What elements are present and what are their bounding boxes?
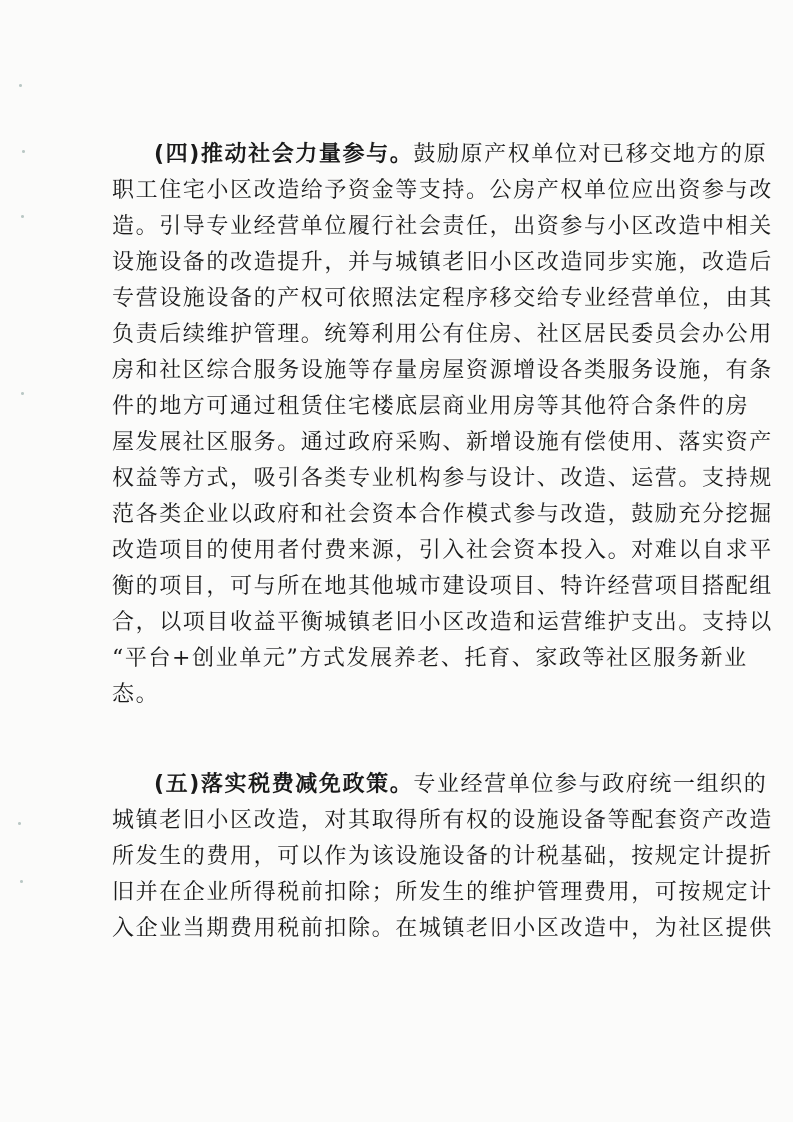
paragraph-line: 造。引导专业经营单位履行社会责任，出资参与小区改造中相关 bbox=[112, 214, 773, 239]
paragraph-line: 设施设备的改造提升，并与城镇老旧小区改造同步实施，改造后 bbox=[112, 250, 773, 275]
section-heading: (四)推动社会力量参与。 bbox=[154, 142, 414, 167]
paragraph-line: 专营设施设备的产权可依照法定程序移交给专业经营单位，由其 bbox=[112, 286, 773, 311]
scan-speck bbox=[22, 150, 25, 153]
paragraph-line: 态。 bbox=[112, 682, 160, 707]
paragraph-line: 屋发展社区服务。通过政府采购、新增设施有偿使用、落实资产 bbox=[112, 430, 773, 455]
paragraph-line: 权益等方式，吸引各类专业机构参与设计、改造、运营。支持规 bbox=[112, 466, 773, 491]
paragraph-line: 职工住宅小区改造给予资金等支持。公房产权单位应出资参与改 bbox=[112, 178, 773, 203]
paragraph-line bbox=[154, 767, 768, 803]
paragraph-line: 旧并在企业所得税前扣除；所发生的维护管理费用，可按规定计 bbox=[112, 880, 773, 905]
scan-speck bbox=[18, 822, 21, 825]
paragraph-line: 衡的项目，可与所在地其他城市建设项目、特许经营项目搭配组 bbox=[112, 574, 773, 599]
paragraph-line: 负责后续维护管理。统筹利用公有住房、社区居民委员会办公用 bbox=[112, 322, 773, 347]
paragraph-line: 合，以项目收益平衡城镇老旧小区改造和运营维护支出。支持以 bbox=[112, 610, 773, 635]
paragraph-line bbox=[112, 713, 693, 749]
paragraph-line: 件的地方可通过租赁住宅楼底层商业用房等其他符合条件的房 bbox=[112, 394, 750, 419]
scan-speck bbox=[19, 84, 22, 87]
section-heading: (五)落实税费减免政策。 bbox=[154, 772, 414, 797]
scan-speck bbox=[21, 215, 24, 218]
paragraph-line: 房和社区综合服务设施等存量房屋资源增设各类服务设施，有条 bbox=[112, 358, 773, 383]
scan-speck bbox=[20, 880, 23, 883]
paragraph-line: 改造项目的使用者付费来源，引入社会资本投入。对难以自求平 bbox=[112, 538, 773, 563]
scan-speck bbox=[21, 392, 24, 395]
paragraph-line: 所发生的费用，可以作为该设施设备的计税基础，按规定计提折 bbox=[112, 844, 773, 869]
paragraph-line: 城镇老旧小区改造，对其取得所有权的设施设备等配套资产改造 bbox=[112, 808, 773, 833]
paragraph-line: 入企业当期费用税前扣除。在城镇老旧小区改造中，为社区提供 bbox=[112, 916, 773, 941]
paragraph-text: 鼓励原产权单位对已移交地方的原 bbox=[413, 142, 768, 167]
paragraph-line: “平台+创业单元”方式发展养老、托育、家政等社区服务新业 bbox=[112, 646, 748, 671]
paragraph-line: 范各类企业以政府和社会资本合作模式参与改造，鼓励充分挖掘 bbox=[112, 502, 773, 527]
paragraph-text: 专业经营单位参与政府统一组织的 bbox=[413, 772, 768, 797]
paragraph-line bbox=[154, 137, 768, 173]
